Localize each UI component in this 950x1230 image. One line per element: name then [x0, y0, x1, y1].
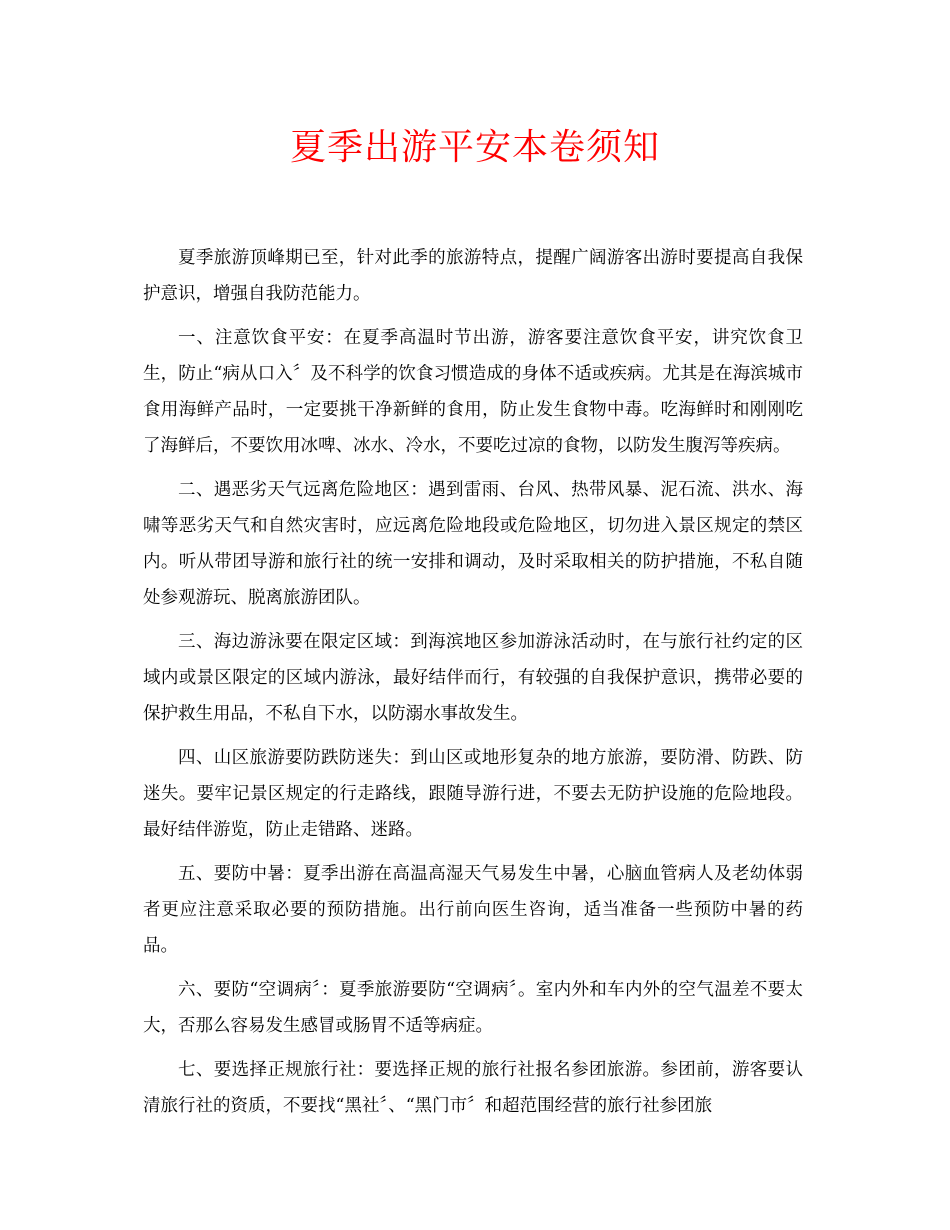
- document-body: [143, 240, 803, 1132]
- paragraph-bad-weather: 二、遇恶劣天气远离危险地区：遇到雷雨、台风、热带风暴、泥石流、洪水、海啸等恶劣天气和自然灾害时，应远离危险地段或危险地区，切勿进入景区规定的禁区内。听从带团导游和旅行社的统一安排和调动，及时采取相关的防护措施，不私自随处参观游玩、脱离旅游团队。: [143, 480, 803, 608]
- paragraph-travel-agency: 七、要选择正规旅行社：要选择正规的旅行社报名参团旅游。参团前，游客要认清旅行社的资质，不要找“黑社〞、“黑门市〞和超范围经营的旅行社参团旅: [143, 1060, 803, 1116]
- paragraph-food-safety: 一、注意饮食平安：在夏季高温时节出游，游客要注意饮食平安，讲究饮食卫生，防止“病从口入〞及不科学的饮食习惯造成的身体不适或疾病。尤其是在海滨城市食用海鲜产品时，一定要挑干净新鲜的食用，防止发生食物中毒。吃海鲜时和刚刚吃了海鲜后，不要饮用冰啤、冰水、冷水，不要吃过凉的食物，以防发生腹泻等疾病。: [143, 328, 803, 456]
- paragraph-intro: 夏季旅游顶峰期已至，针对此季的旅游特点，提醒广阔游客出游时要提高自我保护意识，增强自我防范能力。: [143, 248, 803, 304]
- paragraph-swimming: 三、海边游泳要在限定区域：到海滨地区参加游泳活动时，在与旅行社约定的区域内或景区限定的区域内游泳，最好结伴而行，有较强的自我保护意识，携带必要的保护救生用品，不私自下水，以防溺水事故发生。: [143, 632, 803, 724]
- paragraph-mountain: 四、山区旅游要防跌防迷失：到山区或地形复杂的地方旅游，要防滑、防跌、防迷失。要牢记景区规定的行走路线，跟随导游行进，不要去无防护设施的危险地段。最好结伴游览，防止走错路、迷路。: [143, 748, 803, 840]
- paragraph-heatstroke: 五、要防中暑：夏季出游在高温高湿天气易发生中暑，心脑血管病人及老幼体弱者更应注意采取必要的预防措施。出行前向医生咨询，适当准备一些预防中暑的药品。: [143, 864, 803, 956]
- paragraph-air-conditioning: 六、要防“空调病〞：夏季旅游要防“空调病〞。室内外和车内外的空气温差不要太大，否那么容易发生感冒或肠胃不适等病症。: [143, 980, 803, 1036]
- document-title: 夏季出游平安本卷须知: [289, 127, 660, 168]
